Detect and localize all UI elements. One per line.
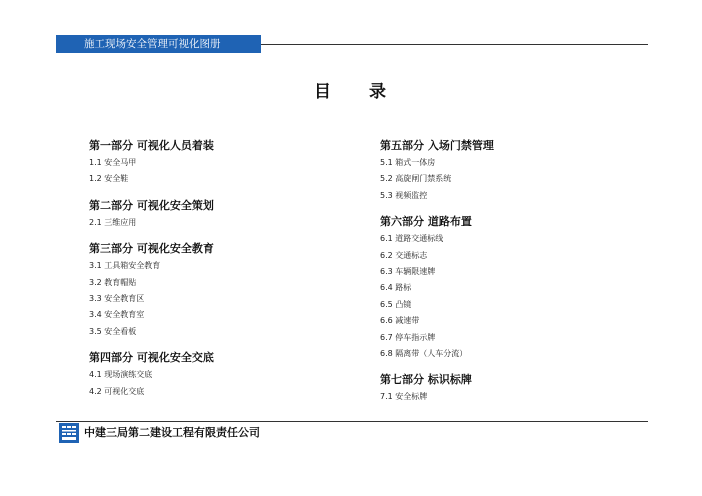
toc-item[interactable]: 1.2 安全鞋 bbox=[89, 174, 129, 184]
toc-item[interactable]: 3.5 安全看板 bbox=[89, 326, 137, 336]
header-divider bbox=[261, 44, 648, 45]
toc-item[interactable]: 3.2 教育帽贴 bbox=[89, 277, 137, 287]
toc-section-title[interactable]: 第二部分 可视化安全策划 bbox=[89, 198, 214, 212]
toc-item[interactable]: 6.6 减速带 bbox=[380, 316, 420, 326]
toc-item[interactable]: 7.1 安全标牌 bbox=[380, 392, 428, 402]
toc-item[interactable]: 6.7 停车指示牌 bbox=[380, 332, 436, 342]
toc-item[interactable]: 1.1 安全马甲 bbox=[89, 158, 137, 167]
toc-section bbox=[89, 350, 214, 400]
header-title: 施工现场安全管理可视化图册 bbox=[56, 35, 261, 53]
toc-item[interactable]: 6.1 道路交通标线 bbox=[380, 234, 444, 244]
toc-section-title[interactable]: 第一部分 可视化人员着装 bbox=[89, 139, 214, 152]
toc-item[interactable]: 4.1 现场演练交底 bbox=[89, 370, 153, 380]
toc-right-column bbox=[380, 138, 494, 416]
footer-divider bbox=[56, 421, 648, 422]
toc-item[interactable]: 3.3 安全教育区 bbox=[89, 293, 145, 303]
toc-section bbox=[89, 198, 214, 231]
toc-section-title[interactable]: 第六部分 道路布置 bbox=[380, 215, 472, 229]
toc-section-title[interactable]: 第七部分 标识标牌 bbox=[380, 373, 472, 387]
company-logo-icon bbox=[59, 423, 79, 443]
toc-section bbox=[89, 241, 214, 340]
toc-item[interactable]: 6.2 交通标志 bbox=[380, 250, 428, 260]
toc-section-title[interactable]: 第四部分 可视化安全交底 bbox=[89, 351, 214, 365]
toc-item[interactable]: 5.1 箱式一体房 bbox=[380, 158, 436, 167]
toc-section bbox=[380, 138, 494, 204]
toc-item[interactable]: 6.3 车辆限速牌 bbox=[380, 266, 436, 276]
page-title: 目 录 bbox=[314, 82, 402, 102]
toc-item[interactable]: 6.4 路标 bbox=[380, 283, 412, 293]
toc-section bbox=[380, 214, 494, 362]
company-name: 中建三局第二建设工程有限责任公司 bbox=[84, 426, 260, 439]
toc-left-column bbox=[89, 138, 214, 410]
toc-item[interactable]: 5.3 视频监控 bbox=[380, 190, 428, 200]
toc-item[interactable]: 6.5 凸镜 bbox=[380, 299, 412, 309]
toc-section-title[interactable]: 第三部分 可视化安全教育 bbox=[89, 242, 214, 256]
toc-item[interactable]: 3.4 安全教育室 bbox=[89, 310, 145, 320]
toc-item[interactable]: 4.2 可视化交底 bbox=[89, 386, 145, 396]
toc-item[interactable]: 2.1 三维应用 bbox=[89, 217, 137, 227]
toc-section bbox=[89, 138, 214, 188]
toc-item[interactable]: 6.8 隔离带（人车分流） bbox=[380, 348, 468, 358]
toc-item[interactable]: 5.2 高旋闸门禁系统 bbox=[380, 174, 452, 184]
toc-section-title[interactable]: 第五部分 入场门禁管理 bbox=[380, 139, 494, 152]
toc-section bbox=[380, 372, 494, 405]
toc-item[interactable]: 3.1 工具箱安全教育 bbox=[89, 261, 161, 271]
